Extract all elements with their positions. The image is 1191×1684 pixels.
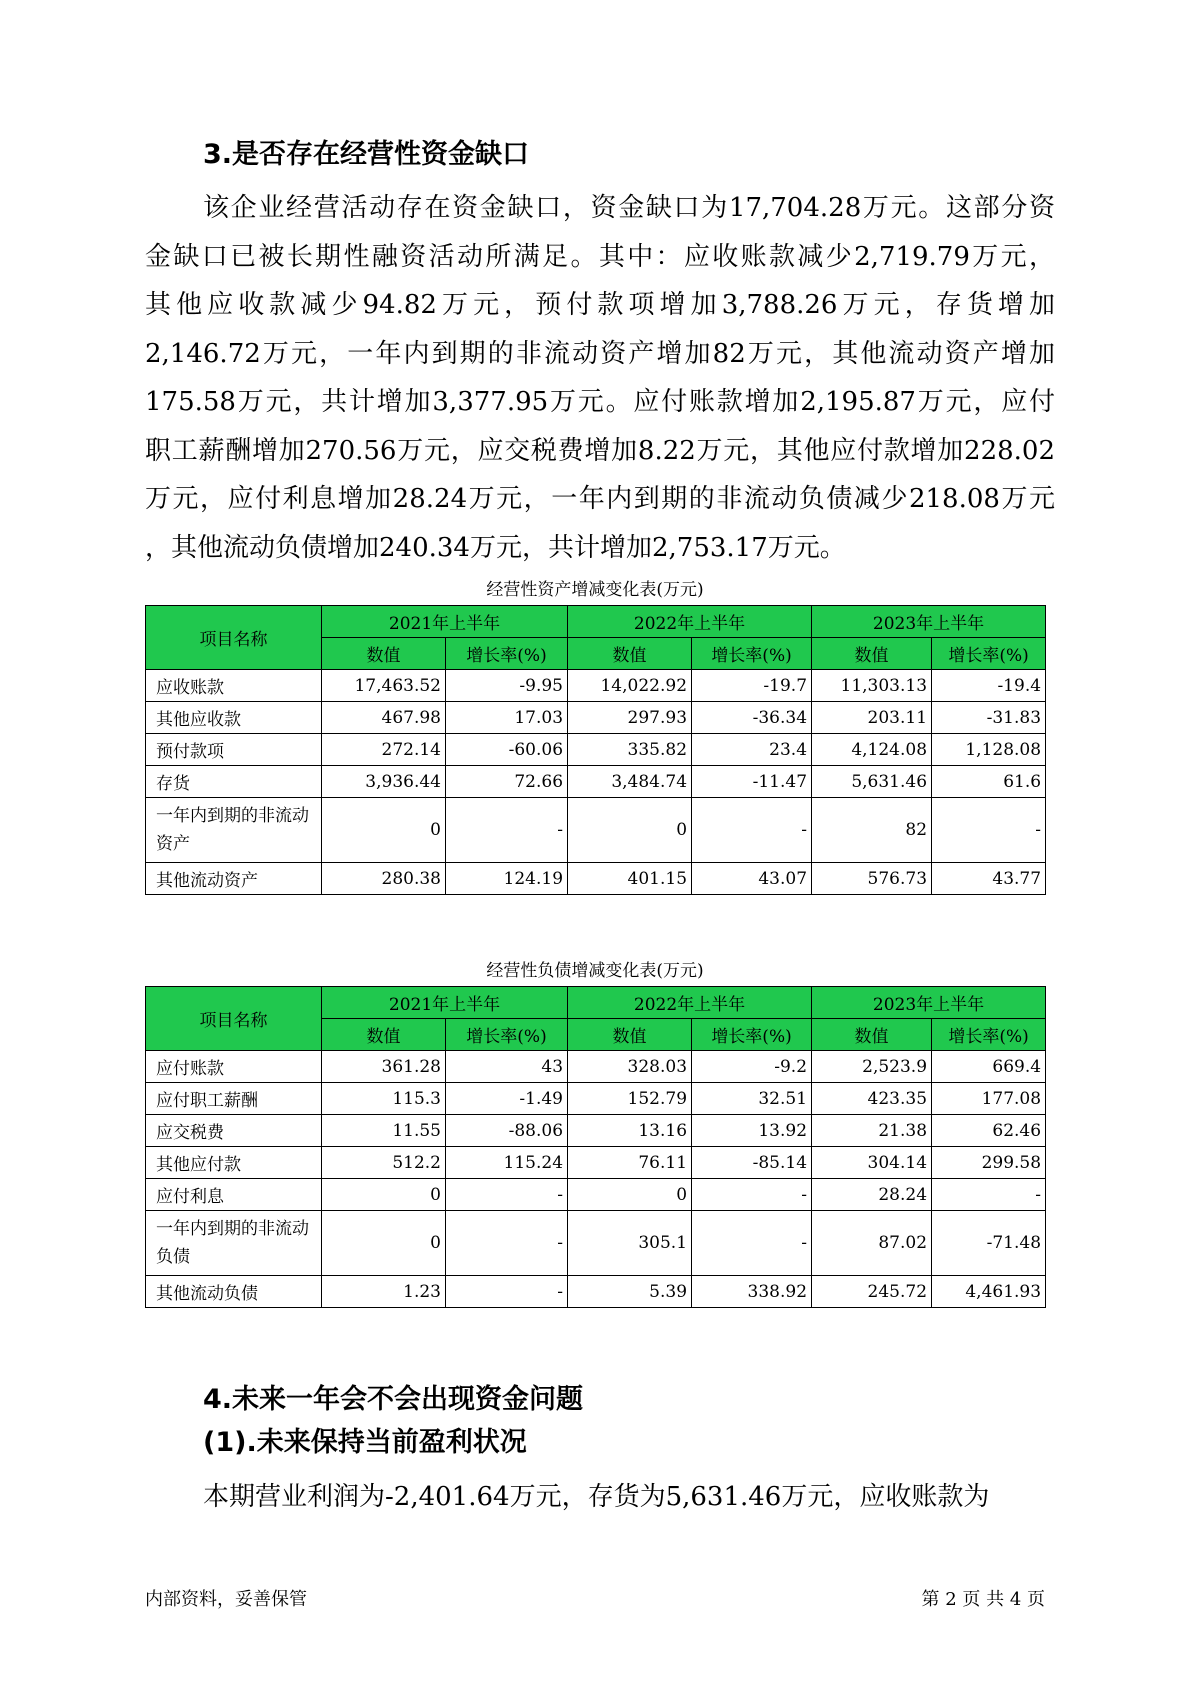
section-4-paragraph: [145, 1473, 1055, 1522]
cell-value: 76.11: [568, 1147, 692, 1179]
row-item-name: 存货: [146, 766, 322, 798]
cell-growth-rate: -9.95: [446, 670, 568, 702]
cell-value: 203.11: [812, 702, 932, 734]
cell-growth-rate: -: [692, 1211, 812, 1276]
section-4-subheading: (1).未来保持当前盈利状况: [203, 1427, 527, 1458]
cell-growth-rate: 1,128.08: [932, 734, 1046, 766]
cell-value: 0: [322, 1211, 446, 1276]
cell-growth-rate: 124.19: [446, 863, 568, 895]
cell-value: 5,631.46: [812, 766, 932, 798]
cell-value: 280.38: [322, 863, 446, 895]
cell-value: 305.1: [568, 1211, 692, 1276]
cell-value: 5.39: [568, 1276, 692, 1308]
cell-value: 0: [568, 798, 692, 863]
cell-growth-rate: -71.48: [932, 1211, 1046, 1276]
cell-value: 0: [322, 798, 446, 863]
cell-growth-rate: 61.6: [932, 766, 1046, 798]
cell-value: 0: [568, 1179, 692, 1211]
liability-change-table: [145, 986, 1046, 1308]
cell-growth-rate: 338.92: [692, 1276, 812, 1308]
cell-growth-rate: -9.2: [692, 1051, 812, 1083]
paragraph-line: ，其他流动负债增加240.34万元，共计增加2,753.17万元。: [145, 532, 846, 563]
cell-growth-rate: -1.49: [446, 1083, 568, 1115]
table-row: [146, 702, 1046, 734]
column-header-value: 数值: [322, 638, 446, 670]
cell-value: 512.2: [322, 1147, 446, 1179]
cell-value: 361.28: [322, 1051, 446, 1083]
column-header-value: 数值: [568, 638, 692, 670]
table-row: [146, 1276, 1046, 1308]
footer-page-number: 第 2 页 共 4 页: [921, 1589, 1045, 1610]
row-item-name: 其他流动负债: [146, 1276, 322, 1308]
row-item-name: 其他应付款: [146, 1147, 322, 1179]
cell-value: 11.55: [322, 1115, 446, 1147]
period-header: 2021年上半年: [322, 987, 568, 1019]
section-4-heading: 4.未来一年会不会出现资金问题: [203, 1384, 584, 1415]
cell-growth-rate: -: [932, 798, 1046, 863]
column-header-value: 数值: [568, 1019, 692, 1051]
table-row: [146, 766, 1046, 798]
cell-growth-rate: -19.7: [692, 670, 812, 702]
cell-value: 423.35: [812, 1083, 932, 1115]
cell-value: 87.02: [812, 1211, 932, 1276]
cell-value: 272.14: [322, 734, 446, 766]
cell-value: 4,124.08: [812, 734, 932, 766]
cell-growth-rate: -: [446, 798, 568, 863]
table-row: [146, 1147, 1046, 1179]
asset-table-caption: 经营性资产增减变化表(万元): [486, 580, 704, 600]
row-item-name: 一年内到期的非流动负债: [146, 1211, 322, 1276]
cell-growth-rate: -60.06: [446, 734, 568, 766]
column-header-rate: 增长率(%): [446, 638, 568, 670]
period-header: 2021年上半年: [322, 606, 568, 638]
cell-growth-rate: -19.4: [932, 670, 1046, 702]
cell-growth-rate: 32.51: [692, 1083, 812, 1115]
cell-growth-rate: -85.14: [692, 1147, 812, 1179]
table-row: [146, 798, 1046, 863]
table-row: [146, 1211, 1046, 1276]
cell-growth-rate: 43.77: [932, 863, 1046, 895]
cell-value: 17,463.52: [322, 670, 446, 702]
cell-value: 14,022.92: [568, 670, 692, 702]
period-header: 2023年上半年: [812, 987, 1046, 1019]
cell-value: 401.15: [568, 863, 692, 895]
cell-growth-rate: -: [446, 1179, 568, 1211]
cell-value: 245.72: [812, 1276, 932, 1308]
cell-growth-rate: 17.03: [446, 702, 568, 734]
cell-value: 467.98: [322, 702, 446, 734]
cell-growth-rate: -: [692, 798, 812, 863]
cell-value: 21.38: [812, 1115, 932, 1147]
row-item-name: 其他应收款: [146, 702, 322, 734]
table-row: [146, 734, 1046, 766]
table-row: [146, 863, 1046, 895]
paragraph-line: 金缺口已被长期性融资活动所满足。其中：应收账款减少2,719.79万元，: [145, 241, 1055, 272]
column-header-rate: 增长率(%): [932, 638, 1046, 670]
cell-value: 28.24: [812, 1179, 932, 1211]
cell-growth-rate: -36.34: [692, 702, 812, 734]
footer-left: 内部资料，妥善保管: [145, 1589, 307, 1610]
cell-value: 3,936.44: [322, 766, 446, 798]
cell-growth-rate: 4,461.93: [932, 1276, 1046, 1308]
paragraph-line: 该企业经营活动存在资金缺口，资金缺口为17,704.28万元。这部分资: [203, 193, 1055, 223]
cell-growth-rate: -31.83: [932, 702, 1046, 734]
column-header-rate: 增长率(%): [932, 1019, 1046, 1051]
table-row: [146, 1083, 1046, 1115]
cell-value: 335.82: [568, 734, 692, 766]
column-header-rate: 增长率(%): [446, 1019, 568, 1051]
row-item-name: 应收账款: [146, 670, 322, 702]
cell-growth-rate: -: [446, 1211, 568, 1276]
column-header-value: 数值: [322, 1019, 446, 1051]
cell-growth-rate: 177.08: [932, 1083, 1046, 1115]
section-3-heading: 3.是否存在经营性资金缺口: [203, 139, 530, 170]
table-row: [146, 1115, 1046, 1147]
cell-growth-rate: 23.4: [692, 734, 812, 766]
section-3-paragraph: [145, 184, 1055, 572]
cell-growth-rate: 43.07: [692, 863, 812, 895]
paragraph-line: 其他应收款减少94.82万元，预付款项增加3,788.26万元，存货增加: [145, 290, 1055, 320]
cell-growth-rate: 62.46: [932, 1115, 1046, 1147]
paragraph-line: 万元，应付利息增加28.24万元，一年内到期的非流动负债减少218.08万元: [145, 484, 1055, 514]
row-item-name: 应付账款: [146, 1051, 322, 1083]
period-header: 2022年上半年: [568, 606, 812, 638]
row-item-name: 预付款项: [146, 734, 322, 766]
cell-growth-rate: 669.4: [932, 1051, 1046, 1083]
period-header: 2022年上半年: [568, 987, 812, 1019]
cell-value: 11,303.13: [812, 670, 932, 702]
cell-growth-rate: 115.24: [446, 1147, 568, 1179]
column-header-rate: 增长率(%): [692, 1019, 812, 1051]
row-item-name: 一年内到期的非流动资产: [146, 798, 322, 863]
cell-value: 304.14: [812, 1147, 932, 1179]
asset-change-table: [145, 605, 1046, 895]
table-row: [146, 670, 1046, 702]
cell-growth-rate: -: [446, 1276, 568, 1308]
cell-value: 576.73: [812, 863, 932, 895]
cell-value: 2,523.9: [812, 1051, 932, 1083]
cell-growth-rate: -: [932, 1179, 1046, 1211]
cell-growth-rate: -88.06: [446, 1115, 568, 1147]
paragraph-line: 职工薪酬增加270.56万元，应交税费增加8.22万元，其他应付款增加228.02: [145, 435, 1055, 466]
paragraph-line: 175.58万元，共计增加3,377.95万元。应付账款增加2,195.87万元，应付: [145, 387, 1055, 417]
table-row: [146, 1179, 1046, 1211]
paragraph-line: 2,146.72万元，一年内到期的非流动资产增加82万元，其他流动资产增加: [145, 338, 1055, 369]
cell-growth-rate: 43: [446, 1051, 568, 1083]
cell-value: 13.16: [568, 1115, 692, 1147]
cell-value: 328.03: [568, 1051, 692, 1083]
cell-growth-rate: 72.66: [446, 766, 568, 798]
paragraph-line: 本期营业利润为-2,401.64万元，存货为5,631.46万元，应收账款为: [203, 1482, 990, 1512]
cell-value: 1.23: [322, 1276, 446, 1308]
cell-value: 3,484.74: [568, 766, 692, 798]
row-item-name: 其他流动资产: [146, 863, 322, 895]
column-header-value: 数值: [812, 638, 932, 670]
cell-value: 0: [322, 1179, 446, 1211]
cell-value: 297.93: [568, 702, 692, 734]
cell-value: 152.79: [568, 1083, 692, 1115]
liability-table-caption: 经营性负债增减变化表(万元): [486, 961, 704, 981]
cell-growth-rate: 13.92: [692, 1115, 812, 1147]
cell-growth-rate: 299.58: [932, 1147, 1046, 1179]
cell-growth-rate: -: [692, 1179, 812, 1211]
cell-value: 115.3: [322, 1083, 446, 1115]
period-header: 2023年上半年: [812, 606, 1046, 638]
table-row: [146, 1051, 1046, 1083]
cell-growth-rate: -11.47: [692, 766, 812, 798]
row-item-name: 应付利息: [146, 1179, 322, 1211]
column-header-item: 项目名称: [146, 606, 322, 670]
cell-value: 82: [812, 798, 932, 863]
column-header-item: 项目名称: [146, 987, 322, 1051]
row-item-name: 应交税费: [146, 1115, 322, 1147]
column-header-rate: 增长率(%): [692, 638, 812, 670]
row-item-name: 应付职工薪酬: [146, 1083, 322, 1115]
column-header-value: 数值: [812, 1019, 932, 1051]
